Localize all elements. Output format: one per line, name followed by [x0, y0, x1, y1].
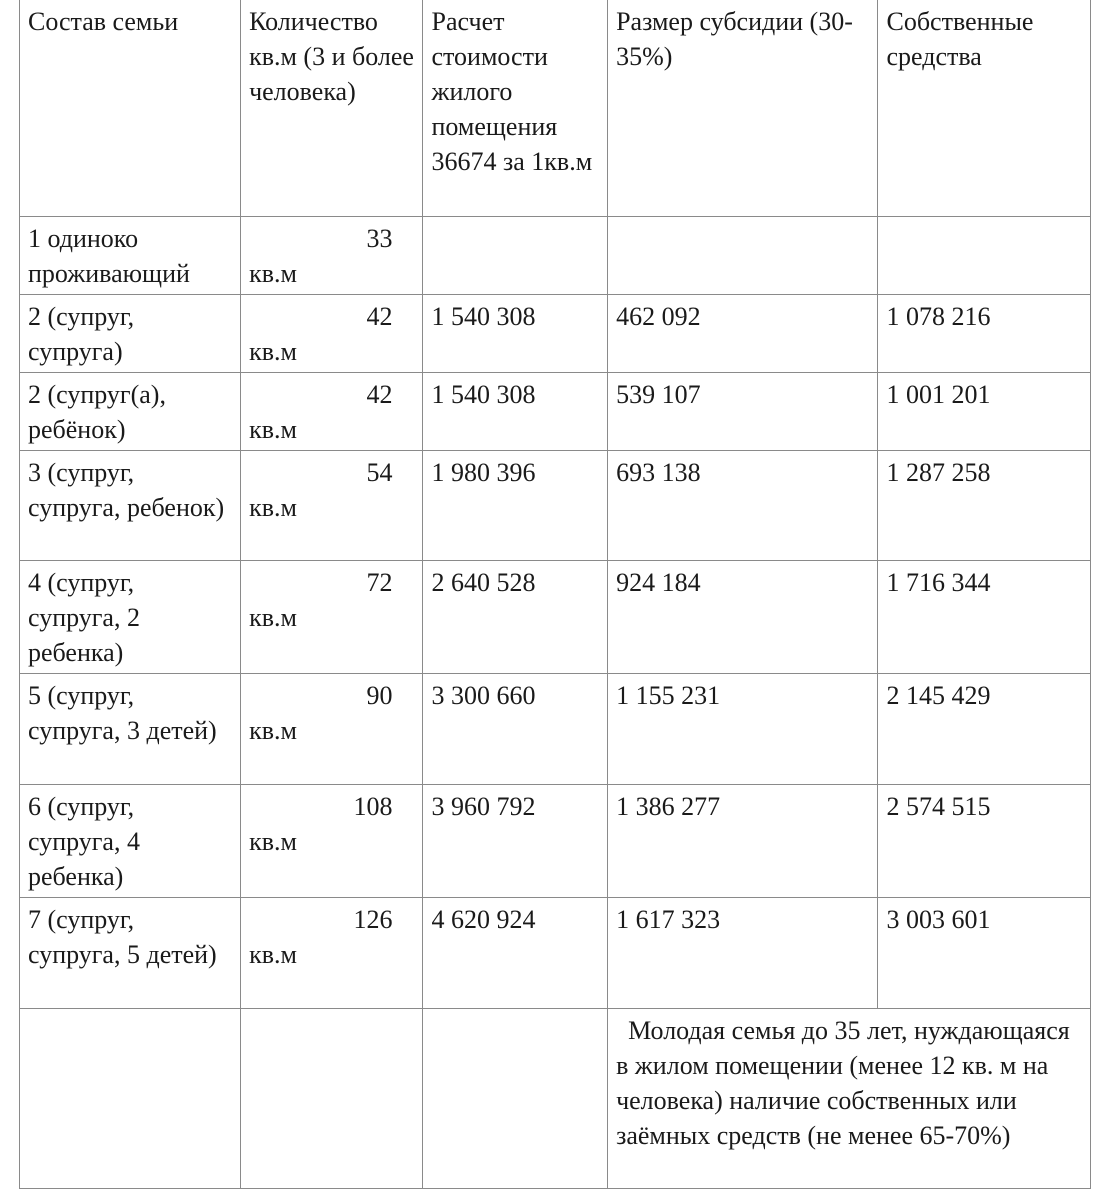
area-unit: кв.м — [249, 715, 297, 745]
header-composition: Состав семьи — [20, 0, 241, 216]
area-unit: кв.м — [249, 336, 297, 366]
cell-own-funds: 1 716 344 — [878, 560, 1091, 673]
table-row — [20, 294, 1091, 372]
cell-cost: 1 540 308 — [423, 372, 608, 450]
cell-composition: 2 (супруг, супруга) — [20, 294, 241, 372]
area-value: 72 — [366, 567, 393, 597]
cell-own-funds: 3 003 601 — [878, 897, 1091, 1008]
area-value: 42 — [366, 379, 393, 409]
area-unit: кв.м — [249, 258, 297, 288]
area-unit: кв.м — [249, 492, 297, 522]
cell-composition: 5 (супруг, супруга, 3 детей) — [20, 673, 241, 784]
area-unit: кв.м — [249, 826, 297, 856]
table-row — [20, 897, 1091, 1008]
header-own-funds: Собственные средства — [878, 0, 1091, 216]
table-row-note — [20, 1008, 1091, 1188]
cell-subsidy: 693 138 — [608, 450, 878, 560]
header-cost: Расчет стоимости жилого помещения 36674 за 1кв.м — [423, 0, 608, 216]
empty-cell — [241, 1008, 423, 1188]
cell-own-funds: 2 574 515 — [878, 784, 1091, 897]
cell-area — [241, 216, 423, 294]
subsidy-table — [19, 0, 1091, 1189]
cell-subsidy: 1 617 323 — [608, 897, 878, 1008]
area-value: 42 — [366, 301, 393, 331]
header-area: Количество кв.м (3 и более человека) — [241, 0, 423, 216]
cell-composition: 6 (супруг, супруга, 4 ребенка) — [20, 784, 241, 897]
cell-subsidy — [608, 216, 878, 294]
cell-subsidy: 462 092 — [608, 294, 878, 372]
note-cell — [608, 1008, 1091, 1188]
cell-composition: 4 (супруг, супруга, 2 ребенка) — [20, 560, 241, 673]
area-value: 126 — [353, 904, 393, 934]
area-value: 90 — [366, 680, 393, 710]
table-row — [20, 372, 1091, 450]
empty-cell — [423, 1008, 608, 1188]
cell-area — [241, 560, 423, 673]
area-unit: кв.м — [249, 602, 297, 632]
table-row — [20, 784, 1091, 897]
cell-area — [241, 372, 423, 450]
table-row — [20, 450, 1091, 560]
table-row — [20, 216, 1091, 294]
cell-subsidy: 1 386 277 — [608, 784, 878, 897]
area-value: 33 — [366, 223, 393, 253]
area-value: 108 — [353, 791, 393, 821]
cell-cost: 1 980 396 — [423, 450, 608, 560]
cell-cost: 4 620 924 — [423, 897, 608, 1008]
cell-own-funds: 1 287 258 — [878, 450, 1091, 560]
cell-own-funds: 2 145 429 — [878, 673, 1091, 784]
table-header-row — [20, 0, 1091, 216]
cell-cost: 1 540 308 — [423, 294, 608, 372]
cell-cost: 3 300 660 — [423, 673, 608, 784]
cell-own-funds — [878, 216, 1091, 294]
cell-area — [241, 450, 423, 560]
header-subsidy: Размер субсидии (30-35%) — [608, 0, 878, 216]
cell-cost: 3 960 792 — [423, 784, 608, 897]
cell-composition: 2 (супруг(а), ребёнок) — [20, 372, 241, 450]
cell-own-funds: 1 078 216 — [878, 294, 1091, 372]
cell-area — [241, 897, 423, 1008]
cell-area — [241, 673, 423, 784]
area-unit: кв.м — [249, 939, 297, 969]
cell-area — [241, 294, 423, 372]
cell-cost — [423, 216, 608, 294]
cell-subsidy: 1 155 231 — [608, 673, 878, 784]
table-row — [20, 673, 1091, 784]
cell-composition: 3 (супруг, супруга, ребенок) — [20, 450, 241, 560]
cell-composition: 7 (супруг, супруга, 5 детей) — [20, 897, 241, 1008]
cell-subsidy: 924 184 — [608, 560, 878, 673]
cell-cost: 2 640 528 — [423, 560, 608, 673]
cell-area — [241, 784, 423, 897]
note-text: Молодая семья до 35 лет, нуждающаяся в жилом помещении (менее 12 кв. м на человека) наличие собственных или заёмных средств (не менее 65-70%) — [616, 1015, 1070, 1150]
area-unit: кв.м — [249, 414, 297, 444]
cell-subsidy: 539 107 — [608, 372, 878, 450]
cell-composition: 1 одиноко проживающий — [20, 216, 241, 294]
empty-cell — [20, 1008, 241, 1188]
cell-own-funds: 1 001 201 — [878, 372, 1091, 450]
table-row — [20, 560, 1091, 673]
area-value: 54 — [366, 457, 393, 487]
